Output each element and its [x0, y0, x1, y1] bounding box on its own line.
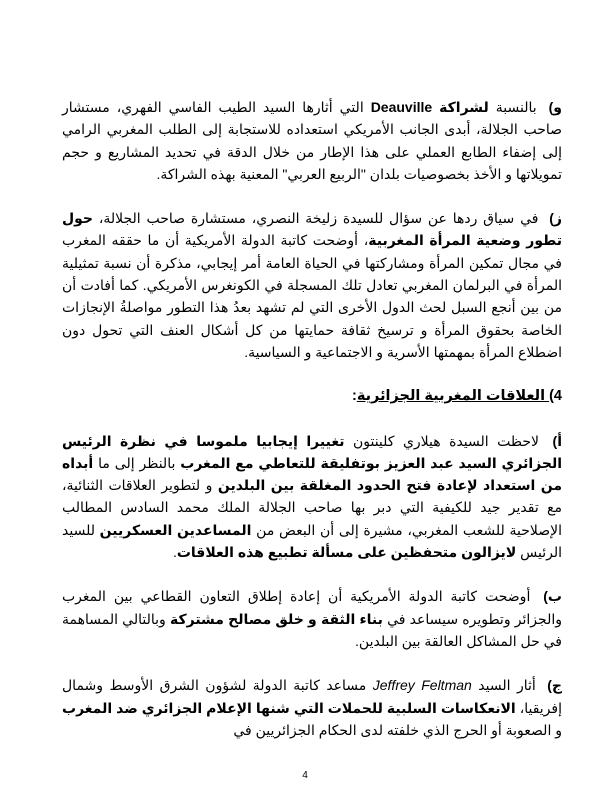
text-run-bold: لايزالون متحفظين على مسألة تطبيع هذه العلاقات: [176, 544, 517, 561]
text-run: .: [172, 544, 177, 561]
text-run: وبالتالي المساهمة في حل المشاكل العالقة بين البلدين.: [62, 610, 562, 649]
document-body: [62, 96, 562, 741]
paragraph-women: [62, 207, 562, 363]
text-run: و الصعوبة أو الحرج الذي خلفته لدى الحكام الجزائريين في: [233, 721, 562, 738]
text-run-bold: حول تطور وضعية المرأة المغربية: [62, 210, 562, 249]
text-run-bold: أبداه من استعداد لإعادة فتح الحدود المغلقة بين البلدين: [62, 454, 562, 494]
paragraph-cooperation: [62, 585, 562, 652]
text-run-bold: بناء الثقة و خلق مصالح مشتركة: [170, 610, 383, 627]
paragraph-marker: ب): [543, 588, 562, 605]
paragraph-marker: ج): [547, 677, 563, 694]
text-run: مساعد كاتبة الدولة لشؤون الشرق الأوسط وشمال إفريقيا،: [62, 677, 562, 716]
text-run-bold: الانعكاسات السلبية للحملات التي شنها الإعلام الجزائري ضد المغرب: [62, 699, 516, 716]
paragraph-deauville: [62, 96, 562, 185]
text-run-bold: لشراكة: [432, 99, 489, 115]
text-run-bold: المساعدين العسكريين: [99, 521, 252, 538]
text-run-latin-italic: Jeffrey Feltman: [372, 677, 472, 694]
text-run: لاحظت السيدة هيلاري كلينتون: [344, 432, 548, 449]
section-title: العلاقات المغربية الجزائرية: [356, 388, 550, 405]
text-run: بالنظر إلى ما: [93, 454, 181, 471]
paragraph-marker: و): [548, 99, 562, 115]
paragraph-clinton: [62, 430, 562, 564]
text-run: للسيد الرئيس: [62, 521, 562, 561]
paragraph-marker: ز): [549, 210, 562, 227]
text-run: و لتطوير العلاقات الثنائية، مع تقدير جيد للكيفية التي دبر بها صاحب الجلالة الملك محمد السادس المطالب الإصلاحية للشعب المغربي، مشيرة إلى أن البعض من: [62, 477, 562, 538]
section-number: 4): [549, 388, 562, 405]
text-run: بالنسبة: [488, 99, 544, 115]
paragraph-marker: أ): [552, 432, 562, 449]
text-run-bold: تغييرا إيجابيا ملموسا في نظرة الرئيس الجزائري السيد عبد العزيز بوتفليقة للتعاطي مع المغرب: [62, 432, 562, 471]
text-run: ، أوضحت كاتبة الدولة الأمريكية أن ما حققه المغرب في مجال تمكين المرأة ومشاركتها في الحياة العامة أمر إيجابي، مذكرة أن نسبة تمثيلية المرأة في البرلمان المغربي تعادل تلك المسجلة في الكونغرس الأمريكي. كما أفادت أن من بين أنجع السبل لحث الدول الأخرى التي لم تشهد بعدُ هذا التطور مواصلةُ الإنجازات الخاصة بحقوق المرأة و ترسيخ ثقافة حمايتها من كل أشكال العنف التي تحول دون اضطلاع المرأة بمهمتها الأسرية و الاجتماعية و السياسية.: [62, 232, 562, 360]
text-run: أثار السيد: [471, 677, 543, 694]
section-heading: [62, 385, 562, 407]
text-run-latin: Deauville: [370, 99, 433, 115]
text-run: أوضحت كاتبة الدولة الأمريكية أن إعادة إطلاق التعاون القطاعي بين المغرب والجزائر وتطويره سيساعد في: [62, 588, 562, 627]
paragraph-feltman: [62, 674, 562, 741]
page-number: 4: [302, 770, 308, 781]
section-colon: :: [351, 388, 357, 405]
text-run: في سياق ردها عن سؤال للسيدة زليخة النصري، مستشارة صاحب الجلالة،: [93, 210, 545, 227]
text-run: التي أثارها السيد الطيب الفاسي الفهري، مستشار صاحب الجلالة، أبدى الجانب الأمريكي استعداده للاستجابة إلى الطلب المغربي الرامي إلى إضفاء الطابع العملي على هذا الإطار من خلال الدقة في تحديد المشاريع و حجم تمويلاتها و الأخذ بخصوصيات بلدان "الربيع العربي" المعنية بهذه الشراكة.: [62, 99, 562, 182]
